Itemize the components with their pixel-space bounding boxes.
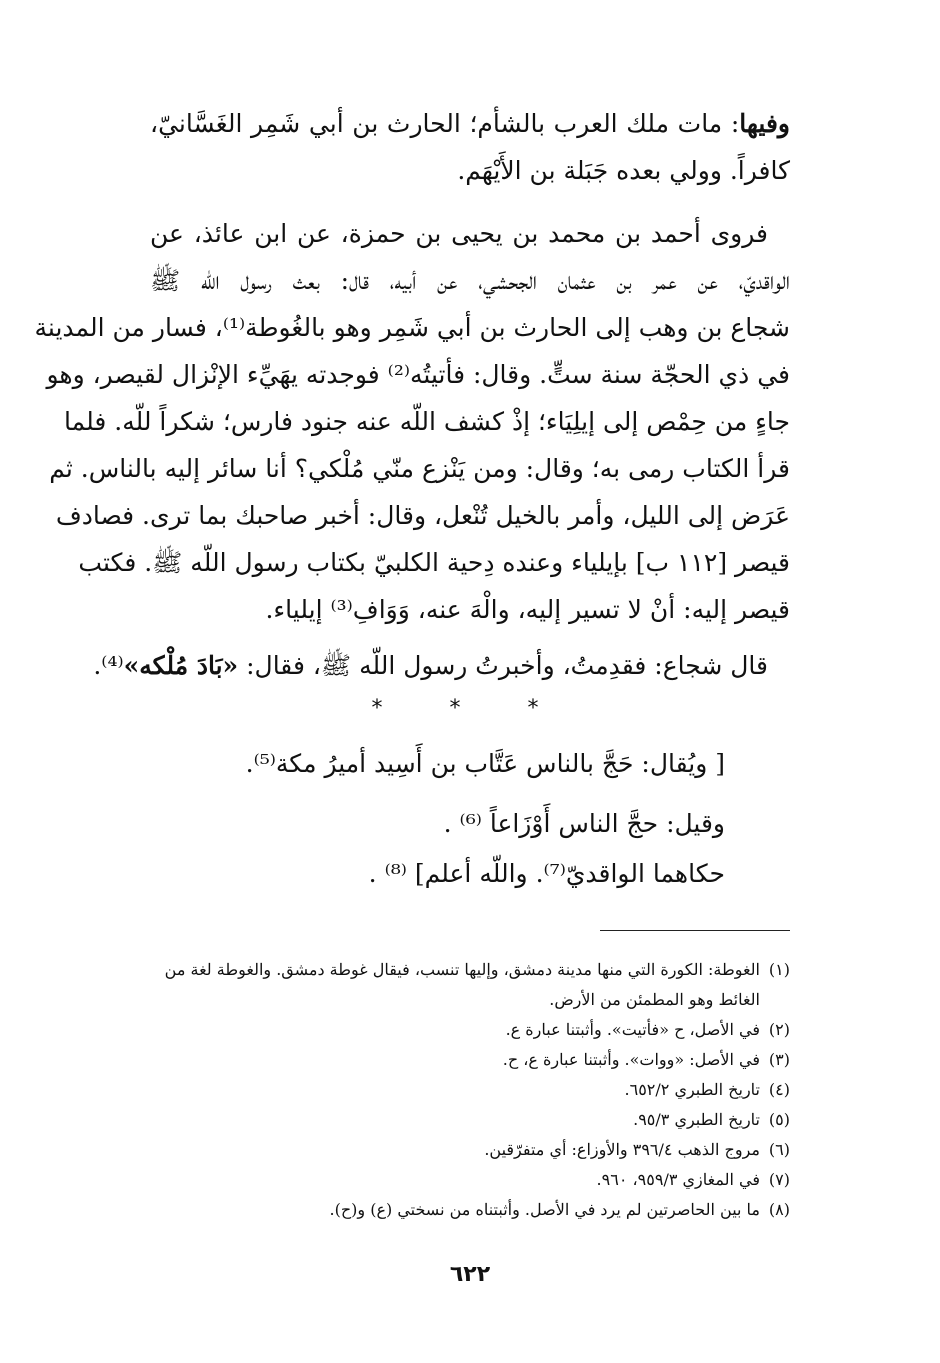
footnote-number: (٦)	[768, 1140, 790, 1159]
footnote-text: في المغازي ٩٥٩/٣، ٩٦٠.	[596, 1170, 760, 1189]
paragraph-3-quote: «بَادَ مُلْكه»	[123, 651, 239, 680]
paragraph-2-line: في ذي الحجّة سنة ستٍّ. وقال: فأتيتُه⁽²⁾ فوجدته يهَيِّء الإنْزال لقيصر، وهو	[46, 360, 790, 389]
paragraph-2-line: قرأ الكتاب رمى به؛ وقال: ومن يَنْزع منّي مُلْكي؟ أنا سائر إليه بالناس. ثم	[49, 454, 790, 483]
footnote-text: تاريخ الطبري ٦٥٢/٢.	[624, 1080, 760, 1099]
indented-line-1: [ ويُقال: حَجَّ بالناس عَتَّاب بن أَسِيد أميرُ مكة⁽⁵⁾.	[245, 749, 725, 778]
indented-line-2: وقيل: حجَّ الناس أَوْزَاعاً ⁽⁶⁾ .	[443, 809, 725, 838]
footnote-number: (٢)	[768, 1020, 790, 1039]
footnotes	[130, 955, 790, 1225]
paragraph-1	[150, 100, 790, 194]
footnote-text-line: الغائط وهو المطمئن من الأرض.	[549, 990, 760, 1009]
paragraph-1-lead: وفيها	[739, 109, 790, 138]
footnote-number: (٨)	[768, 1200, 790, 1219]
paragraph-2-line: جاءٍ من حِمْص إلى إيلِيَاء؛ إذْ كشف اللّه عنه جنود فارس؛ شكراً للّه. فلما	[64, 407, 790, 436]
paragraph-3-prefix: قال شجاع: فقدِمتُ، وأخبرتُ رسول اللّه ﷺ، فقال:	[238, 651, 768, 680]
paragraph-2-line: قيصر [١١٢ ب] بإيلياء وعنده دِحية الكلبيّ بكتاب رسول اللّه ﷺ. فكتب	[78, 548, 790, 577]
paragraph-2-line: قيصر إليه: أنْ لا تسير إليه، والْهَ عنه، وَوَافِ⁽³⁾ إيلياء.	[265, 595, 790, 624]
paragraph-1-line-1	[150, 100, 790, 147]
footnote	[130, 1015, 790, 1045]
footnote-number: (٣)	[768, 1050, 790, 1069]
footnote-divider	[600, 930, 790, 931]
footnote	[130, 1195, 790, 1225]
paragraph-2	[34, 210, 790, 633]
paragraph-2-line: شجاع بن وهب إلى الحارث بن أبي شَمِر وهو بالغُوطة⁽¹⁾، فسار من المدينة	[34, 313, 790, 342]
footnote	[130, 1105, 790, 1135]
footnote-text: تاريخ الطبري ٩٥/٣.	[633, 1110, 760, 1129]
footnote-text: ما بين الحاصرتين لم يرد في الأصل. وأثبتناه من نسختي (ع) و(ح).	[329, 1200, 760, 1219]
footnote	[130, 1165, 790, 1195]
footnote-number: (١)	[768, 960, 790, 979]
indented-line-3: حكاهما الواقديّ⁽⁷⁾. واللّه أعلم] ⁽⁸⁾ .	[368, 859, 725, 888]
page-number: ٦٢٢	[449, 1262, 491, 1287]
paragraph-3	[93, 642, 790, 689]
footnote	[130, 955, 790, 1015]
footnote-text: في الأصل، ح «فأتيت». وأثبتنا عبارة ع.	[505, 1020, 760, 1039]
paragraph-3-suffix: ⁽⁴⁾.	[93, 651, 124, 680]
paragraph-2-line: فروى أحمد بن محمد بن يحيى بن حمزة، عن ابن عائذ، عن	[150, 219, 768, 248]
section-separator: * * *	[371, 696, 569, 721]
footnote-number: (٤)	[768, 1080, 790, 1099]
footnote	[130, 1075, 790, 1105]
footnote-number: (٥)	[768, 1110, 790, 1129]
footnote-number: (٧)	[768, 1170, 790, 1189]
paragraph-2-line: عَرَض إلى الليل، وأمر بالخيل تُنْعل، وقال: أخبر صاحبك بما ترى. فصادف	[55, 501, 790, 530]
paragraph-1-line-1-rest: : مات ملك العرب بالشأم؛ الحارث بن أبي شَمِر الغَسَّانيّ،	[150, 109, 740, 138]
footnote	[130, 1135, 790, 1165]
footnote	[130, 1045, 790, 1075]
paragraph-2-line: الواقديّ، عن عمر بن عثمان الجحشي، عن أبيه، قال: بعث رسول اللّه ﷺ	[150, 266, 790, 295]
footnote-text: في الأصل: «ووات». وأثبتنا عبارة ع، ح.	[502, 1050, 760, 1069]
footnote-text-line: الغوطة: الكورة التي منها مدينة دمشق، وإليها تنسب، فيقال غوطة دمشق. والغوطة لغة من	[164, 960, 760, 979]
paragraph-1-line-2: كافراً. وولي بعده جَبَلة بن الأَيْهَم.	[457, 156, 790, 185]
footnote-text	[130, 955, 760, 1015]
footnote-text: مروج الذهب ٣٩٦/٤ والأوزاع: أي متفرّقين.	[484, 1140, 760, 1159]
